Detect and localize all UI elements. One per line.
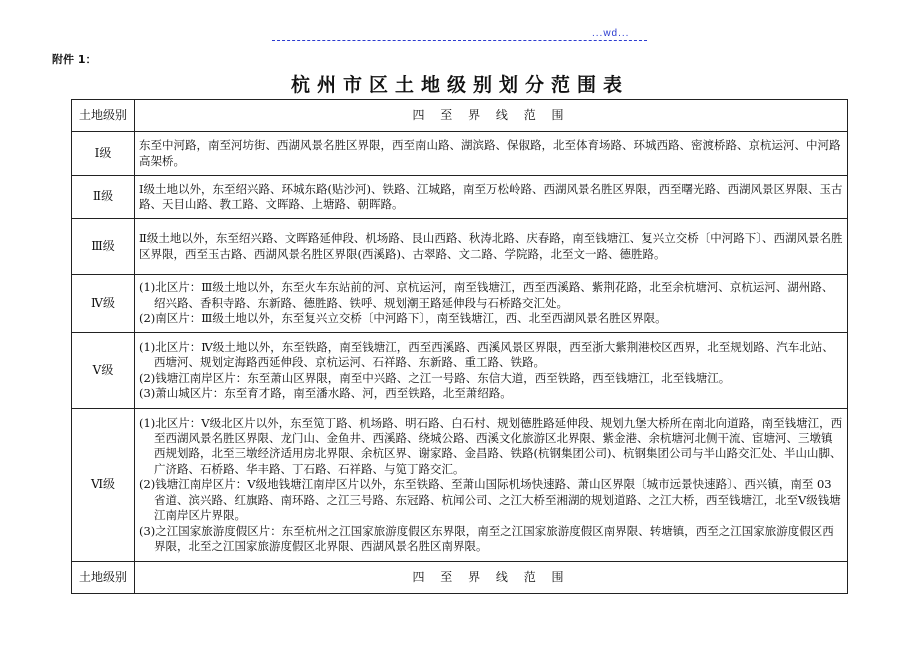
table-header-row — [72, 100, 848, 132]
header-range-cell: 四 至 界 线 范 围 — [135, 100, 848, 132]
table-row — [72, 132, 848, 176]
footer-range-cell: 四 至 界 线 范 围 — [135, 562, 848, 594]
level-cell: Ⅵ级 — [72, 409, 135, 562]
land-level-table — [71, 99, 848, 594]
table-row — [72, 333, 848, 409]
range-paragraph: (2)南区片：Ⅲ级土地以外，东至复兴立交桥〔中河路下〕，南至钱塘江，西、北至西湖风景名胜区界限。 — [139, 311, 667, 326]
range-paragraph: (3)之江国家旅游度假区片：东至杭州之江国家旅游度假区东界限，南至之江国家旅游度假区南界限、转塘镇，西至之江国家旅游度假区西界限，北至之江国家旅游度假区北界限、西湖风景名胜区南界限。 — [139, 523, 834, 553]
table-footer-row — [72, 562, 848, 594]
range-cell — [135, 275, 848, 333]
range-paragraph: (1)北区片：Ⅴ级北区片以外，东至笕丁路、机场路、明石路、白石村、规划德胜路延伸段、规划九堡大桥所在南北向道路，南至钱塘江，西至西湖风景名胜区界限、龙门山、金鱼井、西溪路、绕城公路、西溪文化旅游区北界限、紫金港、余杭塘河北侧干流、宦塘河、三墩镇西规划路，北至三墩经济适用房北界限、余杭区界、谢家路、金昌路、铁路(杭钢集团公司)、杭钢集团公司与半山路交汇处、半山山脚、广济路、石桥路、华丰路、丁石路、石祥路、与笕丁路交汇。 — [139, 415, 843, 476]
range-paragraph: Ⅰ级土地以外，东至绍兴路、环城东路(贴沙河)、铁路、江城路，南至万松岭路、西湖风景名胜区界限，西至曙光路、西湖风景区界限、玉古路、天目山路、教工路、文晖路、上塘路、朝晖路。 — [139, 181, 843, 211]
level-cell: Ⅳ级 — [72, 275, 135, 333]
level-cell: Ⅲ级 — [72, 219, 135, 275]
level-cell: Ⅱ级 — [72, 176, 135, 219]
page-title: 杭州市区土地级别划分范围表 — [290, 74, 629, 96]
range-cell — [135, 176, 848, 219]
table-row — [72, 219, 848, 275]
attachment-label: 附件 1： — [52, 53, 97, 66]
range-paragraph: 东至中河路，南至河坊街、西湖风景名胜区界限，西至南山路、湖滨路、保俶路，北至体育场路、环城西路、密渡桥路、京杭运河、中河路高架桥。 — [139, 138, 841, 168]
level-cell: Ⅴ级 — [72, 333, 135, 409]
range-paragraph: (2)钱塘江南岸区片：Ⅴ级地钱塘江南岸区片以外，东至铁路、至萧山国际机场快速路、萧山区界限〔城市远景快速路〕、西兴镇，南至 03 省道、滨兴路、红旗路、南环路、之江三号路、东冠路、杭闻公司、之江大桥至湘湖的规划道路、之江大桥，西至钱塘江，北至Ⅴ级钱塘江南岸区片界限。 — [139, 477, 841, 523]
table-row — [72, 275, 848, 333]
range-cell — [135, 333, 848, 409]
range-paragraph: (2)钱塘江南岸区片：东至萧山区界限，南至中兴路、之江一号路、东信大道，西至铁路，西至钱塘江，北至钱塘江。 — [139, 370, 731, 385]
range-cell — [135, 132, 848, 176]
range-paragraph: (3)萧山城区片：东至育才路，南至潘水路、河，西至铁路，北至萧绍路。 — [139, 385, 512, 400]
header-level-cell: 土地级别 — [72, 100, 135, 132]
header-mark: ...wd... — [592, 28, 630, 39]
level-cell: Ⅰ级 — [72, 132, 135, 176]
range-paragraph: (1)北区片：Ⅲ级土地以外，东至火车东站前的河、京杭运河，南至钱塘江，西至西溪路、紫荆花路，北至余杭塘河、京杭运河、湖州路、绍兴路、香积寺路、东新路、德胜路、铁呼、规划潮王路延伸段与石桥路交汇处。 — [139, 280, 834, 310]
range-cell — [135, 409, 848, 562]
header-dashed-line — [272, 40, 647, 41]
table-row — [72, 409, 848, 562]
table-row — [72, 176, 848, 219]
footer-level-cell: 土地级别 — [72, 562, 135, 594]
range-paragraph: (1)北区片：Ⅳ级土地以外，东至铁路，南至钱塘江，西至西溪路、西溪风景区界限，西至浙大紫荆港校区西界，北至规划路、汽车北站、西塘河、规划定海路西延伸段、京杭运河、石祥路、东新路、重工路、铁路。 — [139, 339, 834, 370]
range-paragraph: Ⅱ级土地以外，东至绍兴路、文晖路延伸段、机场路、艮山西路、秋涛北路、庆春路，南至钱塘江、复兴立交桥〔中河路下〕、西湖风景名胜区界限，西至玉古路、西湖风景名胜区界限(西溪路)、古翠路、文二路、学院路，北至文一路、德胜路。 — [139, 231, 843, 261]
range-cell — [135, 219, 848, 275]
